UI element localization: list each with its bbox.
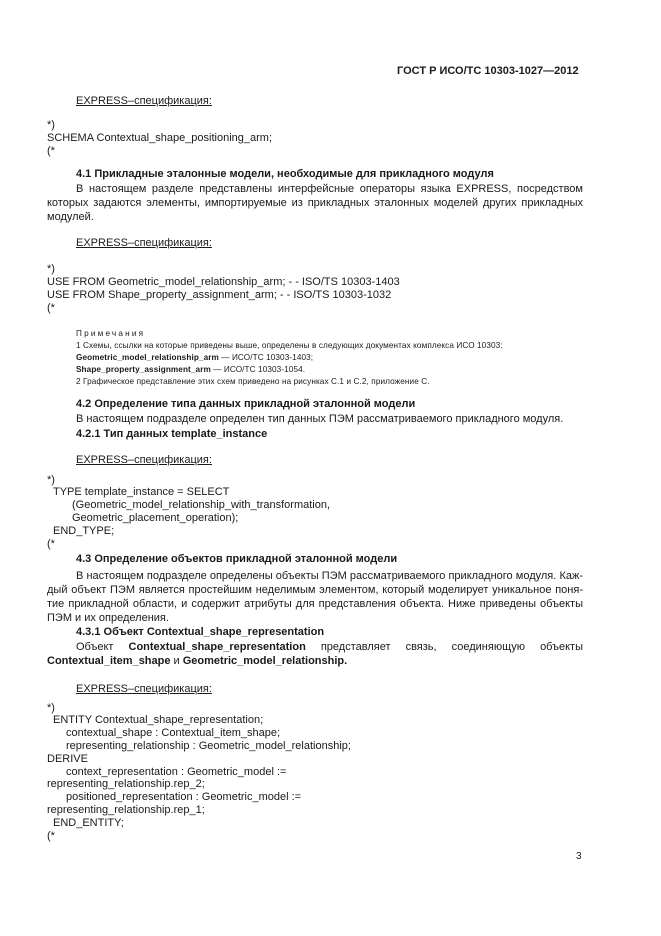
express-spec-label: EXPRESS–спецификация: [76, 454, 212, 466]
definition-word: представляет [320, 641, 391, 653]
entity-name: Contextual_item_shape [47, 655, 171, 667]
code-comment-open: *) [47, 263, 55, 275]
note-ref-name: Geometric_model_relationship_arm [76, 353, 219, 362]
paragraph-line: модулей. [47, 211, 94, 223]
code-entity-line: representing_relationship : Geometric_model_relationship; [66, 740, 351, 752]
entity-name: Geometric_model_relationship [182, 655, 345, 667]
note-ref-name: Shape_property_assignment_arm [76, 365, 211, 374]
definition-word: и [170, 655, 183, 667]
section-heading: 4.2 Определение типа данных прикладной эталонной модели [76, 398, 416, 410]
code-entity-line: contextual_shape : Contextual_item_shape; [66, 727, 281, 739]
definition-line [47, 655, 347, 668]
code-comment-open: *) [47, 119, 55, 131]
note-ref-1 [76, 352, 313, 363]
paragraph-line: В настоящем подразделе определен тип данных ПЭМ рассматриваемого прикладного модуля. [76, 413, 564, 425]
code-use-line: USE FROM Geometric_model_relationship_arm; - - ISO/TS 10303-1403 [47, 276, 400, 288]
paragraph-line: ПЭМ и их определения. [47, 612, 169, 624]
notes-title: Примечания [76, 329, 146, 338]
code-comment-close: (* [47, 538, 55, 550]
code-comment-close: (* [47, 302, 55, 314]
definition-word: . [344, 655, 348, 667]
document-header: ГОСТ Р ИСО/ТС 10303-1027—2012 [397, 65, 579, 77]
subsection-heading: 4.3.1 Объект Contextual_shape_representation [76, 626, 325, 638]
definition-word: объекты [540, 641, 583, 653]
code-entity-line: DERIVE [47, 753, 88, 765]
note-ref-doc: — ИСО/ТС 10303-1054. [210, 365, 306, 374]
code-use-line: USE FROM Shape_property_assignment_arm; - - ISO/TS 10303-1032 [47, 289, 392, 301]
code-entity-line: context_representation : Geometric_model := [66, 766, 287, 778]
code-entity-line: ENTITY Contextual_shape_representation; [53, 714, 264, 726]
section-heading: 4.3 Определение объектов прикладной эталонной модели [76, 553, 398, 565]
code-type-line: (Geometric_model_relationship_with_transformation, [72, 499, 331, 511]
code-entity-line: representing_relationship.rep_2; [47, 778, 205, 790]
page-number: 3 [576, 851, 582, 862]
paragraph-line: которых задаются элементы, импортируемые из прикладных эталонных моделей других прикладных [47, 197, 583, 209]
definition-word: Объект [76, 641, 114, 653]
code-type-line: END_TYPE; [53, 525, 115, 537]
code-comment-close: (* [47, 830, 55, 842]
definition-word: соединяющую [451, 641, 526, 653]
code-comment-open: *) [47, 702, 55, 714]
code-entity-line: positioned_representation : Geometric_model := [66, 791, 302, 803]
note-ref-doc: — ИСО/ТС 10303-1403; [218, 353, 314, 362]
code-comment-open: *) [47, 474, 55, 486]
paragraph-line: В настоящем разделе представлены интерфейсные операторы языка EXPRESS, посредством [76, 183, 583, 195]
entity-name: Contextual_shape_representation [128, 641, 306, 653]
note-ref-2 [76, 364, 305, 375]
subsection-heading: 4.2.1 Тип данных template_instance [76, 428, 268, 440]
express-spec-label: EXPRESS–спецификация: [76, 95, 212, 107]
note-2: 2 Графическое представление этих схем приведено на рисунках С.1 и С.2, приложение С. [76, 377, 430, 386]
code-schema-line: SCHEMA Contextual_shape_positioning_arm; [47, 132, 273, 144]
paragraph-line: тие прикладной области, и содержит атрибуты для представления объекта. Ниже приведены объекты [47, 598, 583, 610]
code-entity-line: END_ENTITY; [53, 817, 124, 829]
express-spec-label: EXPRESS–спецификация: [76, 683, 212, 695]
paragraph-line: В настоящем подразделе определены объекты ПЭМ рассматриваемого прикладного модуля. Каж- [76, 570, 583, 582]
code-comment-close: (* [47, 145, 55, 157]
section-heading: 4.1 Прикладные эталонные модели, необходимые для прикладного модуля [76, 168, 494, 180]
code-type-line: Geometric_placement_operation); [72, 512, 239, 524]
code-type-line: TYPE template_instance = SELECT [53, 486, 230, 498]
paragraph-line: дый объект ПЭМ является простейшим неделимым элементом, который моделирует уникальное поня- [47, 584, 583, 596]
note-1: 1 Схемы, ссылки на которые приведены выше, определены в следующих документах комплекса ИСО 10303: [76, 341, 503, 350]
express-spec-label: EXPRESS–спецификация: [76, 237, 212, 249]
definition-word: связь, [405, 641, 437, 653]
definition-line [76, 641, 583, 654]
code-entity-line: representing_relationship.rep_1; [47, 804, 205, 816]
